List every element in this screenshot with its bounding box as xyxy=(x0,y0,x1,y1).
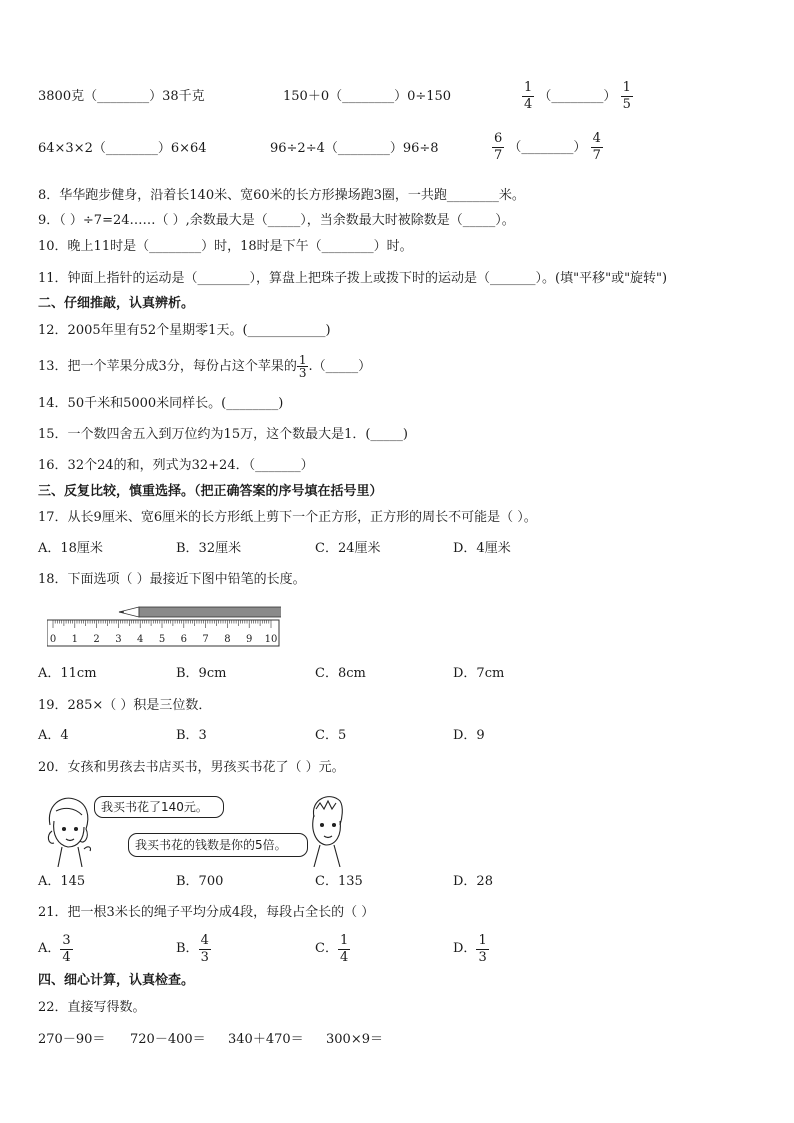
fraction: $\frac{4}{3}$ xyxy=(200,932,209,965)
compare-r1-b: 150＋0（________）0÷150 xyxy=(283,89,452,104)
question-14: 14．50千米和5000米同样长。(________) xyxy=(38,396,284,411)
question-13: 13．把一个苹果分成3分，每份占这个苹果的 $\frac{1}{3}$ .（_____） xyxy=(38,353,372,380)
speech-bubble-girl xyxy=(94,796,224,818)
fraction: $\frac{1}{3}$ xyxy=(478,932,487,965)
q17-option-a[interactable]: A．18厘米 xyxy=(38,541,103,556)
compare-r1-c: $\frac{1}{4}$ （________） $\frac{1}{5}$ xyxy=(524,80,631,112)
fraction: $\frac{3}{4}$ xyxy=(62,932,71,965)
question-11: 11．钟面上指针的运动是（________），算盘上把珠子拨上或拨下时的运动是（_______）。(填"平移"或"旋转") xyxy=(38,271,668,286)
calc-item-1: 270－90＝ xyxy=(38,1032,106,1047)
section-3-heading: 三、反复比较，慎重选择。（把正确答案的序号填在括号里） xyxy=(38,484,383,499)
speech-bubble-boy xyxy=(128,833,308,857)
q20-option-d[interactable]: D．28 xyxy=(453,874,493,889)
q20-option-a[interactable]: A．145 xyxy=(38,874,86,889)
q21-option-a[interactable]: A． $\frac{3}{4}$ xyxy=(38,932,71,965)
q18-option-d[interactable]: D．7cm xyxy=(453,666,505,681)
calc-item-4: 300×9＝ xyxy=(326,1032,383,1047)
question-9: 9．（ ）÷7=24……（ ）,余数最大是（_____），当余数最大时被除数是（_____）。 xyxy=(38,213,515,228)
q21-option-d[interactable]: D． $\frac{1}{3}$ xyxy=(453,932,487,965)
ruler-label: 0 xyxy=(49,634,57,645)
question-15: 15．一个数四舍五入到万位约为15万，这个数最大是1．(_____) xyxy=(38,427,408,442)
ruler-label: 3 xyxy=(115,634,122,645)
calc-item-3: 340＋470＝ xyxy=(228,1032,304,1047)
question-22: 22．直接写得数。 xyxy=(38,1000,146,1015)
ruler-label: 4 xyxy=(137,634,144,645)
ruler-label: 9 xyxy=(246,634,253,645)
q17-option-d[interactable]: D．4厘米 xyxy=(453,541,511,556)
section-4-heading: 四、细心计算，认真检查。 xyxy=(38,973,195,988)
ruler-label: 7 xyxy=(202,634,209,645)
q20-option-c[interactable]: C．135 xyxy=(315,874,363,889)
ruler-label: 10 xyxy=(264,634,278,645)
compare-r1-a: 3800克（________）38千克 xyxy=(38,89,205,104)
q19-option-c[interactable]: C．5 xyxy=(315,728,347,743)
fraction: $\frac{4}{7}$ xyxy=(592,131,601,163)
ruler-label: 1 xyxy=(71,634,78,645)
ruler-label: 2 xyxy=(93,634,100,645)
q19-option-d[interactable]: D．9 xyxy=(453,728,485,743)
ruler-label: 5 xyxy=(158,634,166,645)
fraction: $\frac{1}{4}$ xyxy=(339,932,349,965)
pencil-body xyxy=(139,607,281,617)
compare-r2-a: 64×3×2（________）6×64 xyxy=(38,141,207,156)
question-20: 20．女孩和男孩去书店买书，男孩买书花了（ ）元。 xyxy=(38,760,345,775)
question-17: 17．从长9厘米、宽6厘米的长方形纸上剪下一个正方形，正方形的周长不可能是（ ）。 xyxy=(38,510,537,525)
q18-option-b[interactable]: B．9cm xyxy=(176,666,227,681)
section-2-heading: 二、仔细推敲，认真辨析。 xyxy=(38,296,195,311)
fraction: $\frac{1}{5}$ xyxy=(622,80,631,112)
compare-r2-b: 96÷2÷4（________）96÷8 xyxy=(270,141,439,156)
compare-r2-c: $\frac{6}{7}$ （________） $\frac{4}{7}$ xyxy=(494,131,601,163)
question-12: 12．2005年里有52个星期零1天。(____________) xyxy=(38,323,331,338)
ruler-label: 8 xyxy=(224,634,231,645)
question-19: 19．285×（ ）积是三位数． xyxy=(38,698,212,713)
q21-option-b[interactable]: B． $\frac{4}{3}$ xyxy=(176,932,209,965)
fraction: $\frac{1}{4}$ xyxy=(524,80,533,112)
girl-boy-illustration xyxy=(44,791,344,867)
question-8: 8．华华跑步健身，沿着长140米、宽60米的长方形操场跑3圈，一共跑________米。 xyxy=(38,188,525,203)
calc-item-2: 720－400＝ xyxy=(130,1032,206,1047)
q18-option-c[interactable]: C．8cm xyxy=(315,666,366,681)
q17-option-b[interactable]: B．32厘米 xyxy=(176,541,242,556)
q19-option-b[interactable]: B．3 xyxy=(176,728,207,743)
bubble-girl-text: 我买书花了140元。 xyxy=(101,800,208,814)
q20-option-b[interactable]: B．700 xyxy=(176,874,224,889)
fraction: $\frac{1}{3}$ xyxy=(298,353,307,380)
q19-option-a[interactable]: A．4 xyxy=(38,728,69,743)
ruler-label: 6 xyxy=(180,634,187,645)
q21-option-c[interactable]: C． $\frac{1}{4}$ xyxy=(315,932,349,965)
boy-figure xyxy=(313,797,343,867)
question-16: 16．32个24的和，列式为32+24．（_______） xyxy=(38,458,314,473)
fraction: $\frac{6}{7}$ xyxy=(494,131,503,163)
question-21: 21．把一根3米长的绳子平均分成4段，每段占全长的（ ） xyxy=(38,905,375,920)
question-10: 10．晚上11时是（________）时，18时是下午（________）时。 xyxy=(38,239,413,254)
bubble-boy-text: 我买书花的钱数是你的5倍。 xyxy=(135,838,287,852)
q17-option-c[interactable]: C．24厘米 xyxy=(315,541,381,556)
girl-figure xyxy=(48,798,90,867)
question-18: 18．下面选项（ ）最接近下图中铅笔的长度。 xyxy=(38,572,306,587)
ruler-with-pencil-figure xyxy=(47,606,281,648)
q18-option-a[interactable]: A．11cm xyxy=(38,666,97,681)
